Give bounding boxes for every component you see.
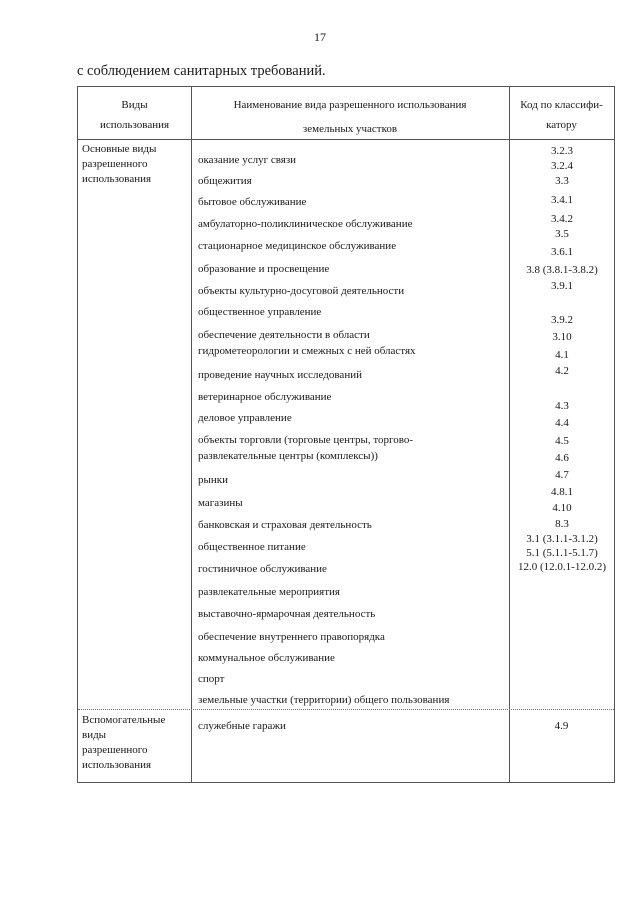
- header-line: Виды: [121, 99, 148, 111]
- header-use-name: [191, 93, 509, 141]
- use-item: общественное управление: [198, 306, 322, 318]
- label-line: виды: [82, 729, 107, 741]
- code-item: 3.2.4: [551, 160, 573, 172]
- header-use-types: [78, 95, 191, 135]
- use-item: общежития: [198, 175, 252, 187]
- code-item: 3.3: [555, 175, 569, 187]
- use-item: земельные участки (территории) общего пользования: [198, 694, 450, 706]
- code-item: 4.5: [555, 435, 569, 447]
- header-line: Наименование вида разрешенного использования: [233, 99, 467, 111]
- header-line: Код по классифи-: [520, 99, 603, 111]
- land-use-table: [77, 86, 615, 783]
- code-item: 12.0 (12.0.1-12.0.2): [518, 561, 606, 573]
- auxiliary-use-item: служебные гаражи: [198, 720, 286, 732]
- use-item: деловое управление: [198, 412, 292, 424]
- code-item: 4.8.1: [551, 486, 573, 498]
- main-uses-label: [82, 142, 190, 187]
- code-item: 3.9.1: [551, 280, 573, 292]
- use-item: обеспечение внутреннего правопорядка: [198, 631, 385, 643]
- code-item: 4.10: [552, 502, 572, 514]
- use-item: коммунальное обслуживание: [198, 652, 335, 664]
- use-item: гостиничное обслуживание: [198, 563, 327, 575]
- intro-text: с соблюдением санитарных требований.: [77, 63, 326, 79]
- code-item: 3.10: [552, 331, 572, 343]
- code-item: 3.1 (3.1.1-3.1.2): [526, 533, 598, 545]
- use-item: развлекательные центры (комплексы)): [198, 450, 378, 462]
- column-divider: [191, 87, 192, 782]
- code-item: 4.1: [555, 349, 569, 361]
- code-item: 4.2: [555, 365, 569, 377]
- page-number: 17: [314, 30, 326, 44]
- label-line: Основные виды: [82, 143, 157, 155]
- use-item: общественное питание: [198, 541, 306, 553]
- code-item: 8.3: [555, 518, 569, 530]
- use-item: банковская и страховая деятельность: [198, 519, 372, 531]
- use-item: гидрометеорологии и смежных с ней областях: [198, 345, 416, 357]
- use-item: амбулаторно-поликлиническое обслуживание: [198, 218, 413, 230]
- section-divider: [78, 709, 614, 710]
- use-item: ветеринарное обслуживание: [198, 391, 332, 403]
- code-item: 3.5: [555, 228, 569, 240]
- use-item: спорт: [198, 673, 225, 685]
- use-item: развлекательные мероприятия: [198, 586, 340, 598]
- use-item: проведение научных исследований: [198, 369, 362, 381]
- use-item: обеспечение деятельности в области: [198, 329, 370, 341]
- use-item: выставочно-ярмарочная деятельность: [198, 608, 376, 620]
- label-line: использования: [82, 759, 152, 771]
- use-item: оказание услуг связи: [198, 154, 297, 166]
- use-item: рынки: [198, 474, 229, 486]
- code-item: 3.6.1: [551, 246, 573, 258]
- header-line: использования: [99, 119, 170, 131]
- use-item: магазины: [198, 497, 243, 509]
- label-line: использования: [82, 173, 152, 185]
- header-line: катору: [546, 119, 577, 131]
- code-item: 3.4.1: [551, 194, 573, 206]
- label-line: разрешенного: [82, 158, 148, 170]
- use-item: бытовое обслуживание: [198, 196, 307, 208]
- auxiliary-uses-label: [82, 713, 190, 773]
- code-item: 4.3: [555, 400, 569, 412]
- use-item: стационарное медицинское обслуживание: [198, 240, 397, 252]
- label-line: Вспомогательные: [82, 714, 166, 726]
- code-item: 4.6: [555, 452, 569, 464]
- code-item: 4.4: [555, 417, 569, 429]
- code-item: 3.9.2: [551, 314, 573, 326]
- header-classifier-code: [509, 95, 614, 135]
- auxiliary-code-item: 4.9: [554, 720, 569, 732]
- label-line: разрешенного: [82, 744, 148, 756]
- code-item: 4.7: [555, 469, 569, 481]
- use-item: объекты культурно-досуговой деятельности: [198, 285, 405, 297]
- code-item: 3.2.3: [551, 145, 573, 157]
- use-item: образование и просвещение: [198, 263, 330, 275]
- code-item: 3.8 (3.8.1-3.8.2): [526, 264, 598, 276]
- use-item: объекты торговли (торговые центры, торгово-: [198, 434, 414, 446]
- code-item: 5.1 (5.1.1-5.1.7): [526, 547, 598, 559]
- code-item: 3.4.2: [551, 213, 573, 225]
- header-line: земельных участков: [302, 123, 398, 135]
